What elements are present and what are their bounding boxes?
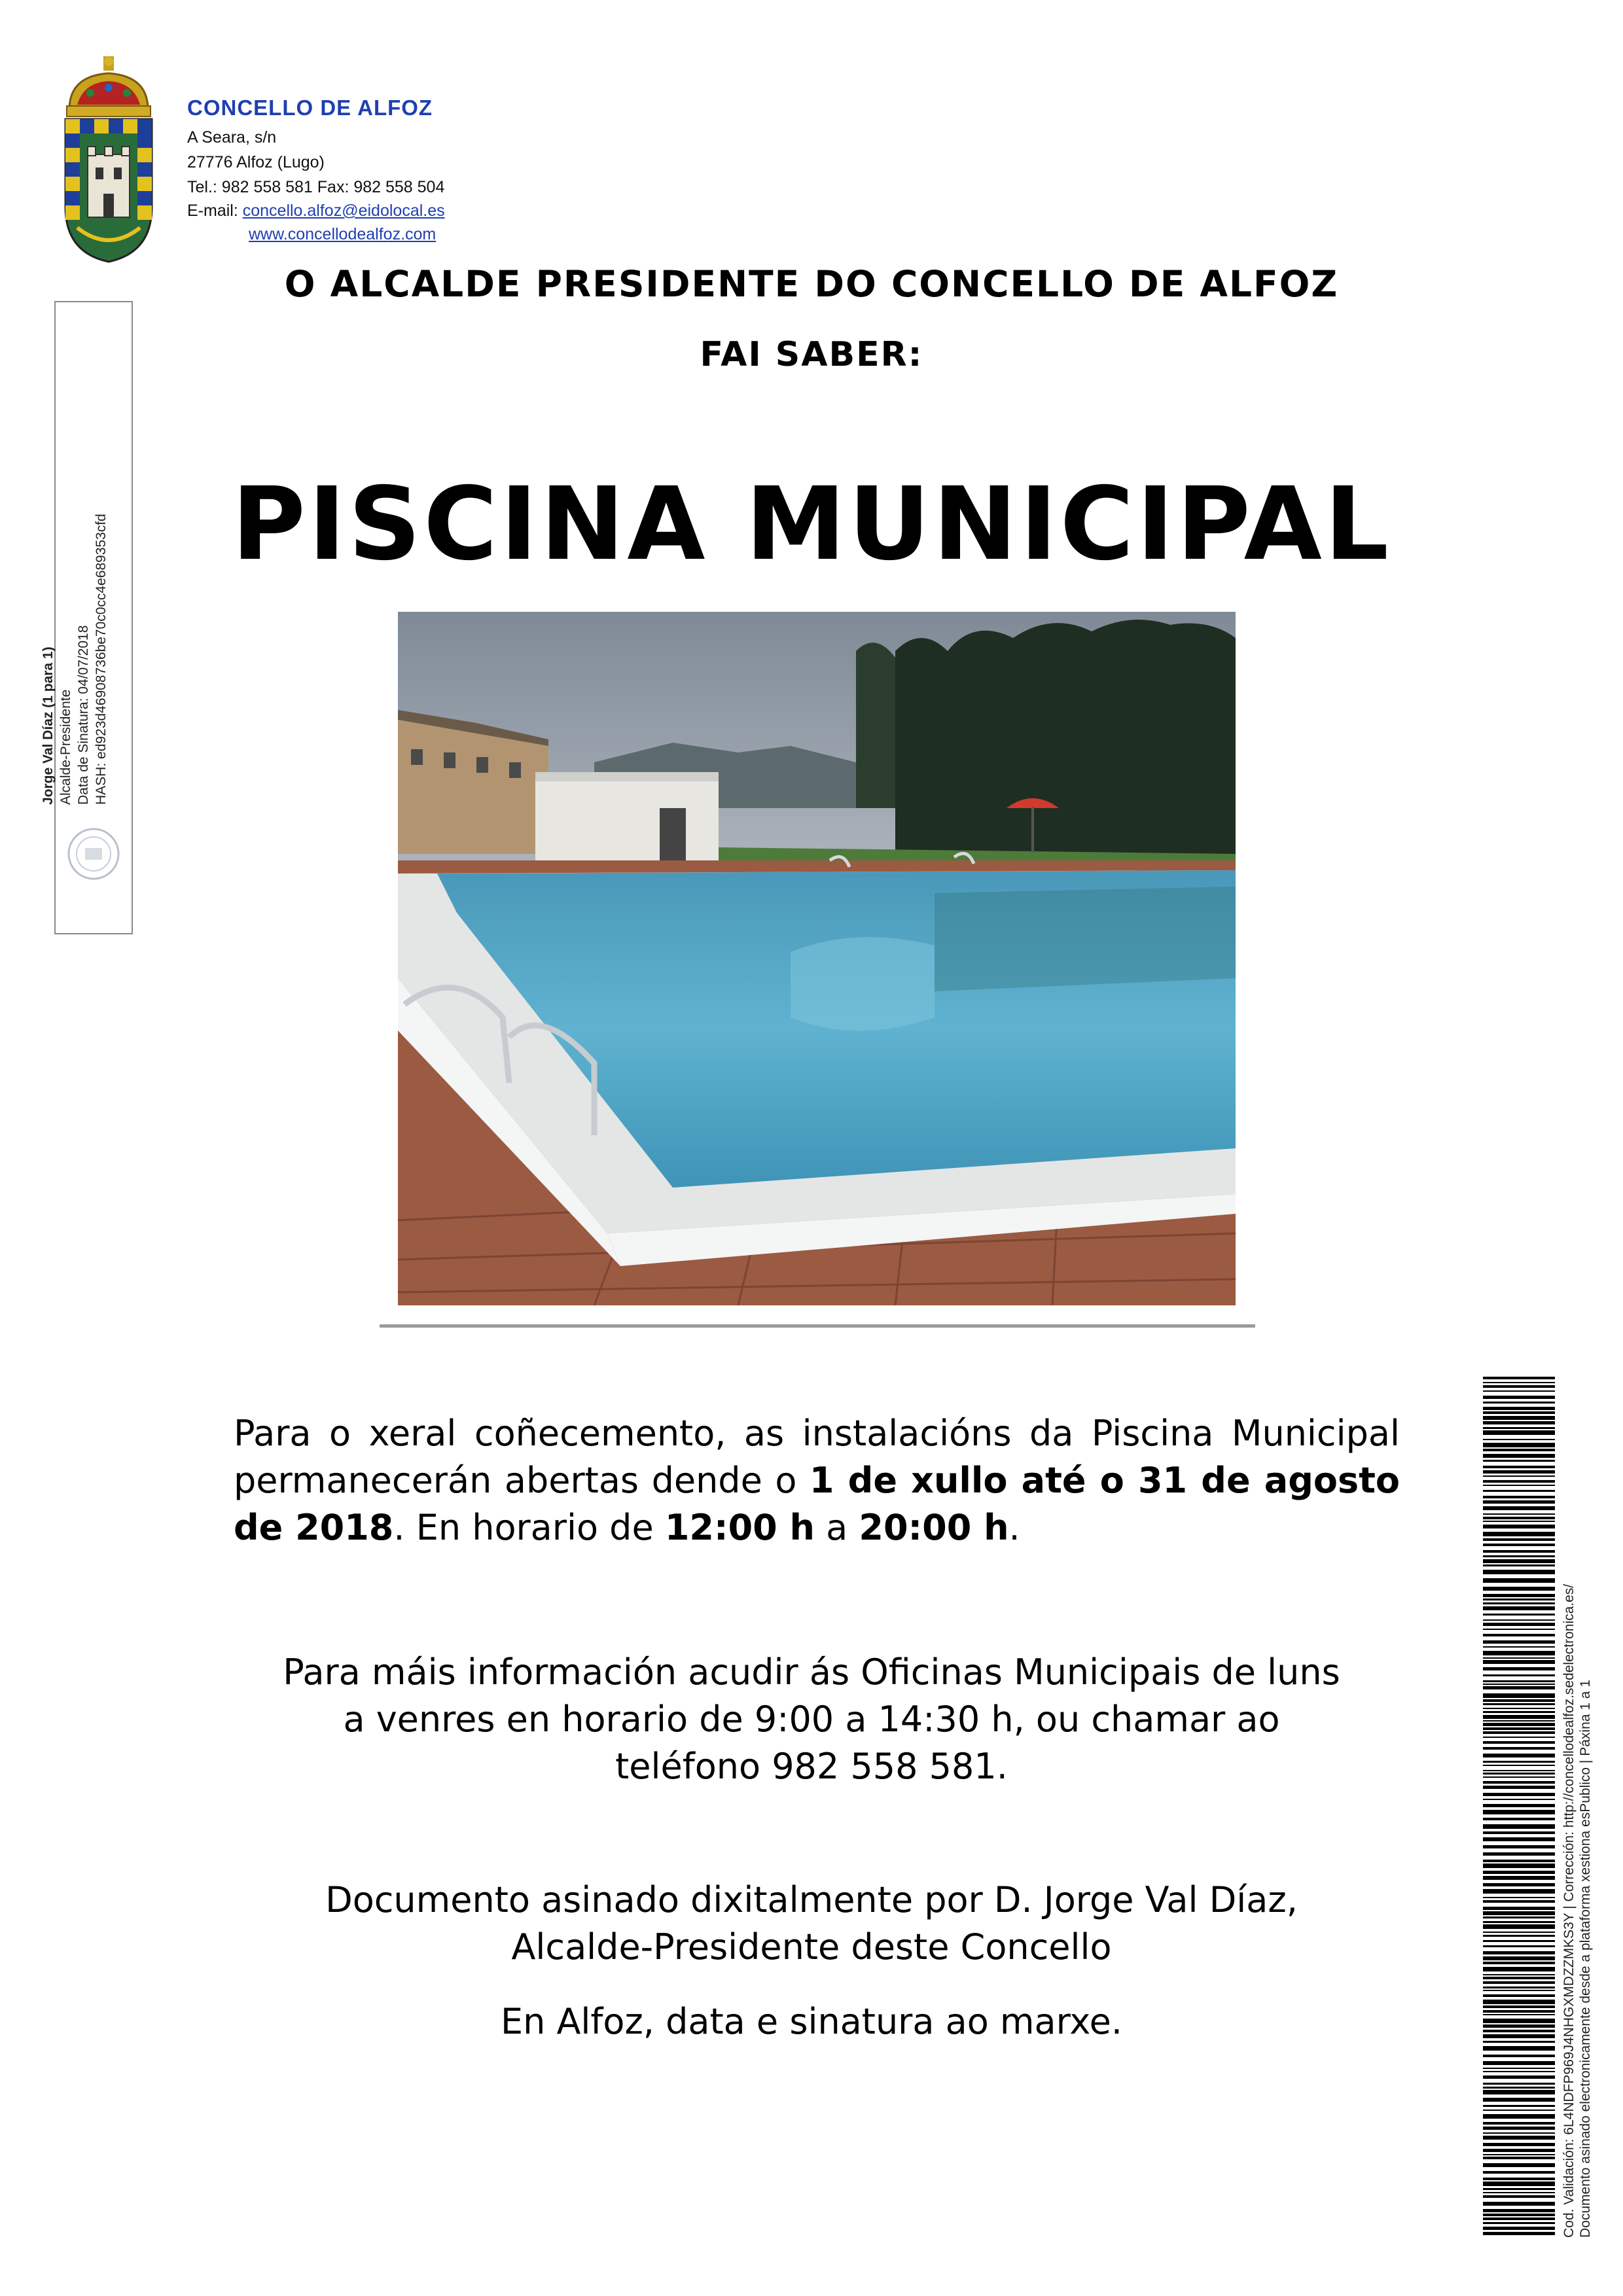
barcode-bar bbox=[1483, 1427, 1555, 1429]
barcode-bar bbox=[1483, 1810, 1555, 1814]
barcode-bar bbox=[1483, 2000, 1555, 2004]
barcode-bar bbox=[1483, 1521, 1555, 1522]
org-email-label: E-mail: bbox=[187, 202, 243, 220]
barcode-bar bbox=[1483, 2075, 1555, 2079]
barcode-bar bbox=[1483, 1587, 1555, 1591]
barcode-bar bbox=[1483, 2019, 1555, 2023]
barcode-bar bbox=[1483, 1390, 1555, 1392]
barcode-bar bbox=[1483, 2149, 1555, 2152]
barcode-bar bbox=[1483, 1845, 1555, 1848]
schedule-text: . En horario de bbox=[393, 1507, 665, 1548]
barcode-bar bbox=[1483, 1594, 1555, 1597]
barcode-bar bbox=[1483, 1564, 1555, 1566]
barcode-bar bbox=[1483, 2188, 1555, 2190]
barcode-bar bbox=[1483, 1651, 1555, 1655]
barcode-bar bbox=[1483, 1660, 1555, 1664]
barcode-bar bbox=[1483, 1956, 1555, 1960]
barcode-bar bbox=[1483, 2030, 1555, 2032]
barcode-bar bbox=[1483, 2192, 1555, 2193]
barcode-bar bbox=[1483, 1517, 1555, 1519]
barcode-bar bbox=[1483, 1921, 1555, 1923]
barcode-bar bbox=[1483, 2214, 1555, 2216]
barcode-bar bbox=[1483, 1602, 1555, 1604]
validation-code-line: Cod. Validación: 6L4NDFP969J4NHGXMDZZMKS3Y | Corrección: http://concellodealfoz.sedelectronica.es/ bbox=[1561, 1583, 1577, 2238]
barcode-bar bbox=[1483, 1640, 1555, 1644]
org-website-line bbox=[249, 225, 436, 244]
barcode-bar bbox=[1483, 1945, 1555, 1947]
barcode-bar bbox=[1483, 1680, 1555, 1682]
barcode-bar bbox=[1483, 2005, 1555, 2008]
barcode-bar bbox=[1483, 1799, 1555, 1800]
barcode-bar bbox=[1483, 1686, 1555, 1689]
barcode-bar bbox=[1483, 1786, 1555, 1789]
org-email-line bbox=[187, 202, 445, 221]
barcode-bar bbox=[1483, 1544, 1555, 1546]
org-postal-code: 27776 Alfoz (Lugo) bbox=[187, 153, 325, 171]
barcode-bar bbox=[1483, 1532, 1555, 1536]
barcode-bar bbox=[1483, 1837, 1555, 1841]
barcode-bar bbox=[1483, 2105, 1555, 2107]
barcode-bar bbox=[1483, 1396, 1555, 1399]
barcode-bar bbox=[1483, 1852, 1555, 1856]
barcode-bar bbox=[1483, 1773, 1555, 1775]
barcode-bar bbox=[1483, 2222, 1555, 2224]
barcode-bar bbox=[1483, 2041, 1555, 2043]
info-line: teléfono 982 558 581. bbox=[615, 1746, 1008, 1787]
barcode-bar bbox=[1483, 1634, 1555, 1636]
barcode-bar bbox=[1483, 1889, 1555, 1894]
barcode-bar bbox=[1483, 1646, 1555, 1648]
barcode-bar bbox=[1483, 1715, 1555, 1719]
photo-divider bbox=[380, 1324, 1255, 1328]
barcode-bar bbox=[1483, 1578, 1555, 1583]
barcode-bar bbox=[1483, 1940, 1555, 1942]
barcode-bar bbox=[1483, 1674, 1555, 1676]
signer-role: Alcalde-Presidente bbox=[58, 689, 73, 805]
barcode-bar bbox=[1483, 2227, 1555, 2230]
barcode-bar bbox=[1483, 1924, 1555, 1929]
barcode-bar bbox=[1483, 2034, 1555, 2038]
barcode-bar bbox=[1483, 2055, 1555, 2057]
barcode-bar bbox=[1483, 1598, 1555, 1600]
barcode-bar bbox=[1483, 2061, 1555, 2065]
barcode-bar bbox=[1483, 1831, 1555, 1834]
barcode-bar bbox=[1483, 1765, 1555, 1766]
barcode-bar bbox=[1483, 2083, 1555, 2085]
barcode-bar bbox=[1483, 1741, 1555, 1744]
barcode-bar bbox=[1483, 2127, 1555, 2130]
closing-time: 20:00 h bbox=[859, 1507, 1009, 1548]
barcode-bar bbox=[1483, 1407, 1555, 1410]
barcode-bar bbox=[1483, 2171, 1555, 2174]
barcode-bar bbox=[1483, 1781, 1555, 1784]
barcode-bar bbox=[1483, 1883, 1555, 1886]
barcode-bar bbox=[1483, 1525, 1555, 1528]
barcode-bar bbox=[1483, 1684, 1555, 1685]
barcode-bar bbox=[1483, 2143, 1555, 2146]
barcode-bar bbox=[1483, 1449, 1555, 1451]
barcode-bar bbox=[1483, 1711, 1555, 1713]
barcode-bar bbox=[1483, 2136, 1555, 2140]
barcode-bar bbox=[1483, 1377, 1555, 1379]
org-name: CONCELLO DE ALFOZ bbox=[187, 96, 433, 120]
barcode-bar bbox=[1483, 1693, 1555, 1698]
barcode-bar bbox=[1483, 1987, 1555, 1988]
barcode-bar bbox=[1483, 2071, 1555, 2072]
barcode-bar bbox=[1483, 2154, 1555, 2155]
barcode-bar bbox=[1483, 1900, 1555, 1903]
barcode-bar bbox=[1483, 1871, 1555, 1874]
validation-platform-line: Documento asinado electronicamente desde a plataforma xestiona esPublico | Páxina 1 a 1 bbox=[1578, 1680, 1593, 2238]
authority-heading: O ALCALDE PRESIDENTE DO CONCELLO DE ALFOZ bbox=[284, 263, 1339, 305]
barcode-bar bbox=[1483, 1490, 1555, 1492]
signer-name: Jorge Val Díaz (1 para 1) bbox=[41, 646, 56, 805]
barcode-bar bbox=[1483, 1951, 1555, 1954]
barcode-bar bbox=[1483, 1570, 1555, 1574]
barcode-bar bbox=[1483, 1606, 1555, 1610]
barcode-bar bbox=[1483, 1411, 1555, 1414]
barcode-bar bbox=[1483, 1974, 1555, 1975]
info-paragraph bbox=[223, 1649, 1400, 1790]
barcode-bar bbox=[1483, 1480, 1555, 1483]
signer-role-line: Alcalde-Presidente deste Concello bbox=[511, 1926, 1112, 1968]
barcode-bar bbox=[1483, 1731, 1555, 1734]
barcode-bar bbox=[1483, 1962, 1555, 1964]
barcode-bar bbox=[1483, 2068, 1555, 2069]
barcode-bar bbox=[1483, 2114, 1555, 2119]
barcode-bar bbox=[1483, 1439, 1555, 1440]
org-website-link[interactable]: www.concellodealfoz.com bbox=[249, 225, 437, 243]
barcode-bar bbox=[1483, 2122, 1555, 2125]
barcode-bar bbox=[1483, 1475, 1555, 1477]
barcode-bar bbox=[1483, 1720, 1555, 1722]
org-address: A Seara, s/n bbox=[187, 128, 277, 147]
barcode-bar bbox=[1483, 2163, 1555, 2167]
barcode-bar bbox=[1483, 1385, 1555, 1388]
barcode-bar bbox=[1483, 1555, 1555, 1557]
barcode-bar bbox=[1483, 2181, 1555, 2186]
announce-heading: FAI SABER: bbox=[700, 335, 923, 374]
barcode-bar bbox=[1483, 1977, 1555, 1979]
barcode-bar bbox=[1483, 1916, 1555, 1918]
barcode-bar bbox=[1483, 1723, 1555, 1726]
barcode-bar bbox=[1483, 1623, 1555, 1626]
page-title: PISCINA MUNICIPAL bbox=[232, 466, 1391, 583]
barcode-bar bbox=[1483, 1747, 1555, 1750]
barcode-bar bbox=[1483, 1876, 1555, 1880]
barcode-bar bbox=[1483, 1935, 1555, 1937]
barcode-bar bbox=[1483, 1818, 1555, 1820]
barcode-bar bbox=[1483, 1824, 1555, 1829]
info-line: Para máis información acudir ás Oficinas Municipais de luns bbox=[283, 1651, 1340, 1693]
schedule-paragraph bbox=[234, 1410, 1400, 1551]
barcode-bar bbox=[1483, 1754, 1555, 1757]
org-phone-fax: Tel.: 982 558 581 Fax: 982 558 504 bbox=[187, 178, 445, 196]
barcode-bar bbox=[1483, 1443, 1555, 1447]
schedule-text: a bbox=[814, 1507, 859, 1548]
barcode-bar bbox=[1483, 1897, 1555, 1898]
barcode-bar bbox=[1483, 1629, 1555, 1630]
barcode-bar bbox=[1483, 2178, 1555, 2180]
opening-time: 12:00 h bbox=[664, 1507, 815, 1548]
barcode-bar bbox=[1483, 2209, 1555, 2212]
barcode-bar bbox=[1483, 2217, 1555, 2220]
barcode-bar bbox=[1483, 1416, 1555, 1420]
barcode-bar bbox=[1483, 1932, 1555, 1933]
barcode-bar bbox=[1483, 1761, 1555, 1763]
barcode-bar bbox=[1483, 2024, 1555, 2028]
signed-by-line: Documento asinado dixitalmente por D. Jorge Val Díaz, bbox=[325, 1879, 1298, 1920]
validation-text bbox=[1561, 1322, 1594, 2238]
barcode-bar bbox=[1483, 1793, 1555, 1796]
barcode-bar bbox=[1483, 2014, 1555, 2015]
barcode-bar bbox=[1483, 2202, 1555, 2206]
barcode-bar bbox=[1483, 1382, 1555, 1383]
barcode-bar bbox=[1483, 2046, 1555, 2051]
barcode-bar bbox=[1483, 1699, 1555, 1702]
barcode-bar bbox=[1483, 1911, 1555, 1915]
barcode-bar bbox=[1483, 1559, 1555, 1563]
barcode-bar bbox=[1483, 1402, 1555, 1404]
barcode-bar bbox=[1483, 2087, 1555, 2089]
barcode-bar bbox=[1483, 1708, 1555, 1709]
schedule-text: Para o xeral coñecemento, as instalacións da Piscina Municipal permanecerán abertas dende o bbox=[234, 1413, 1400, 1501]
barcode-bar bbox=[1483, 1776, 1555, 1778]
barcode-bar bbox=[1483, 2132, 1555, 2134]
barcode-bar bbox=[1483, 1994, 1555, 1997]
signature-statement bbox=[223, 1877, 1400, 1971]
barcode-bar bbox=[1483, 2110, 1555, 2111]
barcode-bar bbox=[1483, 2098, 1555, 2102]
barcode-bar bbox=[1483, 1619, 1555, 1621]
barcode-bar bbox=[1483, 1496, 1555, 1498]
barcode-bar bbox=[1483, 1703, 1555, 1705]
coat-of-arms-logo bbox=[58, 56, 160, 263]
barcode-bar bbox=[1483, 1538, 1555, 1541]
barcode-bar bbox=[1483, 1727, 1555, 1730]
barcode-bar bbox=[1483, 1430, 1555, 1435]
validation-barcode bbox=[1483, 1377, 1555, 2238]
barcode-bar bbox=[1483, 1454, 1555, 1458]
barcode-bar bbox=[1483, 1421, 1555, 1424]
barcode-bar bbox=[1483, 1470, 1555, 1474]
place-date-line: En Alfoz, data e sinatura ao marxe. bbox=[500, 2001, 1123, 2042]
digital-seal-icon bbox=[65, 826, 122, 882]
barcode-bar bbox=[1483, 1485, 1555, 1486]
barcode-bar bbox=[1483, 1466, 1555, 1468]
barcode-bar bbox=[1483, 1990, 1555, 1991]
barcode-bar bbox=[1483, 1981, 1555, 1984]
barcode-bar bbox=[1483, 1500, 1555, 1504]
barcode-bar bbox=[1483, 1657, 1555, 1659]
signature-date: Data de Sinatura: 04/07/2018 bbox=[76, 625, 91, 805]
barcode-bar bbox=[1483, 2090, 1555, 2094]
signature-hash: HASH: ed923d4690873​6be70c0cc4e6893​53cfd bbox=[94, 514, 109, 805]
org-email-link[interactable]: concello.alfoz@eidolocal.es bbox=[242, 202, 445, 220]
barcode-bar bbox=[1483, 1506, 1555, 1510]
info-line: a venres en horario de 9:00 a 14:30 h, ou chamar ao bbox=[343, 1699, 1280, 1740]
barcode-bar bbox=[1483, 2010, 1555, 2013]
schedule-dates: 1 de xullo até o 31 de agosto de 2018 bbox=[234, 1460, 1400, 1548]
barcode-bar bbox=[1483, 1667, 1555, 1670]
barcode-bar bbox=[1483, 1804, 1555, 1807]
barcode-bar bbox=[1483, 1860, 1555, 1862]
barcode-bar bbox=[1483, 1907, 1555, 1910]
barcode-bar bbox=[1483, 1550, 1555, 1553]
barcode-bar bbox=[1483, 2157, 1555, 2159]
schedule-text: . bbox=[1008, 1507, 1020, 1548]
barcode-bar bbox=[1483, 2232, 1555, 2235]
barcode-bar bbox=[1483, 1863, 1555, 1868]
barcode-bar bbox=[1483, 2195, 1555, 2198]
barcode-bar bbox=[1483, 1967, 1555, 1971]
barcode-bar bbox=[1483, 1770, 1555, 1771]
barcode-bar bbox=[1483, 1614, 1555, 1616]
barcode-bar bbox=[1483, 1460, 1555, 1462]
signature-details bbox=[39, 412, 110, 805]
barcode-bar bbox=[1483, 1737, 1555, 1738]
pool-photo bbox=[398, 612, 1236, 1305]
barcode-bar bbox=[1483, 1513, 1555, 1515]
